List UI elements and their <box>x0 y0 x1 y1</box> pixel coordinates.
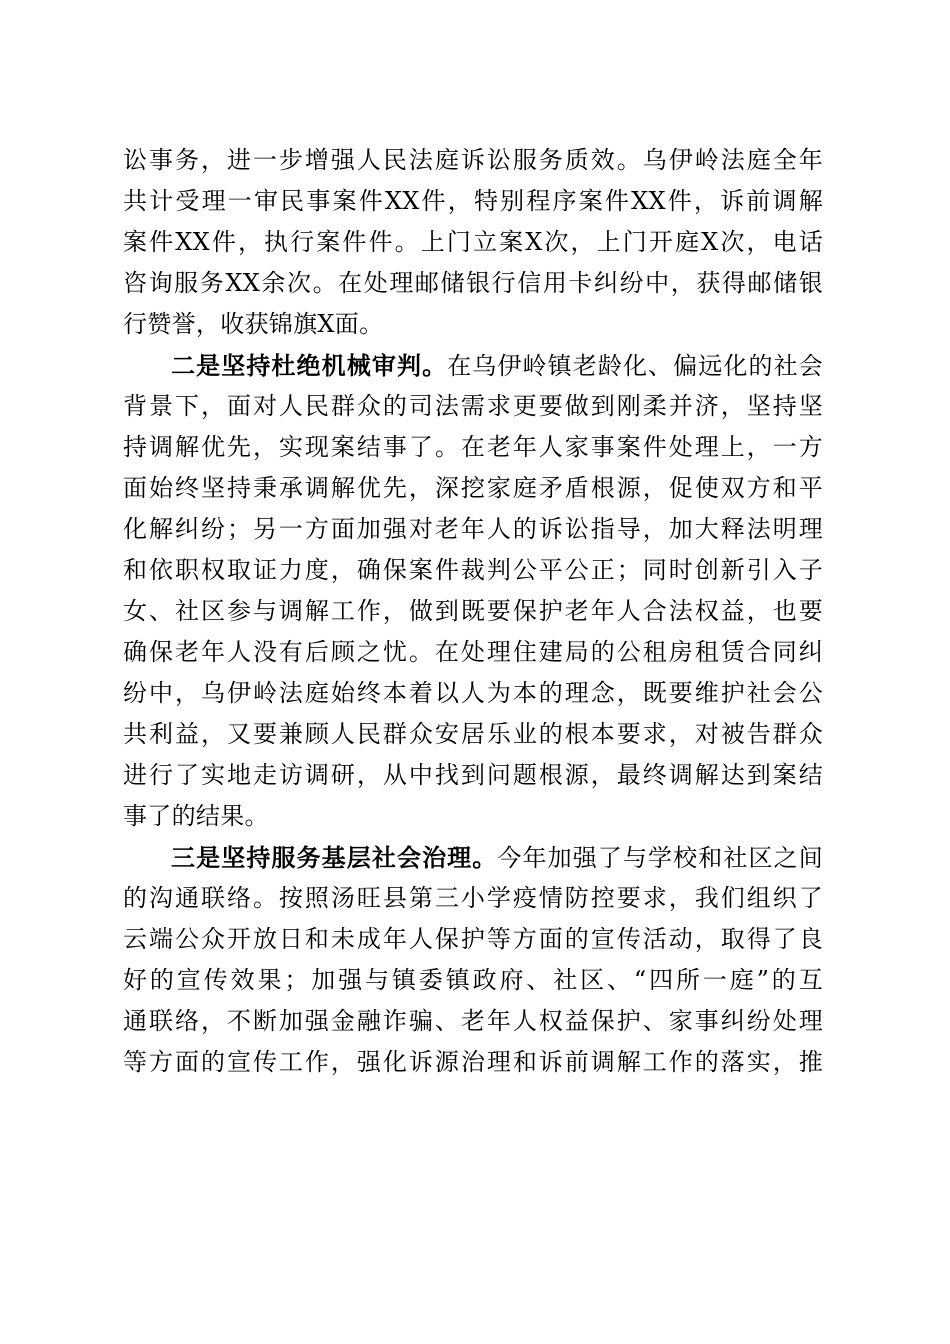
paragraph-first-line <box>123 837 823 878</box>
text-line: 背景下，面对人民群众的司法需求更要做到刚柔并济，坚持坚 <box>123 392 823 420</box>
paragraph-first-line <box>123 345 823 386</box>
text-line: 纷中，乌伊岭法庭始终本着以人为本的理念，既要维护社会公 <box>123 679 823 707</box>
text-line: 等方面的宣传工作，强化诉源治理和诉前调解工作的落实，推 <box>123 1048 823 1076</box>
text-line: 持调解优先，实现案结事了。在老年人家事案件处理上，一方 <box>123 433 823 461</box>
text-run: 在乌伊岭镇老龄化、偏远化的社会 <box>447 352 823 380</box>
text-line: 云端公众开放日和未成年人保护等方面的宣传活动，取得了良 <box>123 925 823 953</box>
text-line: 进行了实地走访调研，从中找到问题根源，最终调解达到案结 <box>123 761 823 789</box>
text-line: 共利益，又要兼顾人民群众安居乐业的根本要求，对被告群众 <box>123 720 823 748</box>
text-line: 面始终坚持秉承调解优先，深挖家庭矛盾根源，促使双方和平 <box>123 474 823 502</box>
text-line: 确保老年人没有后顾之忧。在处理住建局的公租房租赁合同纠 <box>123 638 823 666</box>
text-line: 讼事务，进一步增强人民法庭诉讼服务质效。乌伊岭法庭全年 <box>123 146 823 174</box>
paragraph-heading: 三是坚持服务基层社会治理。 <box>171 843 498 872</box>
text-line: 好的宣传效果；加强与镇委镇政府、社区、“四所一庭”的互 <box>123 966 823 994</box>
paragraph-heading: 二是坚持杜绝机械审判。 <box>171 351 448 380</box>
paragraph-3 <box>123 837 823 1083</box>
text-line: 女、社区参与调解工作，做到既要保护老年人合法权益，也要 <box>123 597 823 625</box>
text-line: 案件XX件，执行案件件。上门立案X次，上门开庭X次，电话 <box>123 228 823 256</box>
text-line: 事了的结果。 <box>123 802 269 830</box>
text-run: 今年加强了与学校和社区之间 <box>497 844 823 872</box>
text-line: 的沟通联络。按照汤旺县第三小学疫情防控要求，我们组织了 <box>123 884 823 912</box>
text-line: 化解纠纷；另一方面加强对老年人的诉讼指导，加大释法明理 <box>123 515 823 543</box>
document-body <box>123 140 823 1083</box>
paragraph-1 <box>123 140 823 345</box>
text-line: 咨询服务XX余次。在处理邮储银行信用卡纠纷中，获得邮储银 <box>123 269 823 297</box>
text-line: 和依职权取证力度，确保案件裁判公平公正；同时创新引入子 <box>123 556 823 584</box>
paragraph-2 <box>123 345 823 837</box>
text-line: 行赞誉，收获锦旗X面。 <box>123 310 384 338</box>
text-line: 通联络，不断加强金融诈骗、老年人权益保护、家事纠纷处理 <box>123 1007 823 1035</box>
text-line: 共计受理一审民事案件XX件，特别程序案件XX件，诉前调解 <box>123 187 823 215</box>
